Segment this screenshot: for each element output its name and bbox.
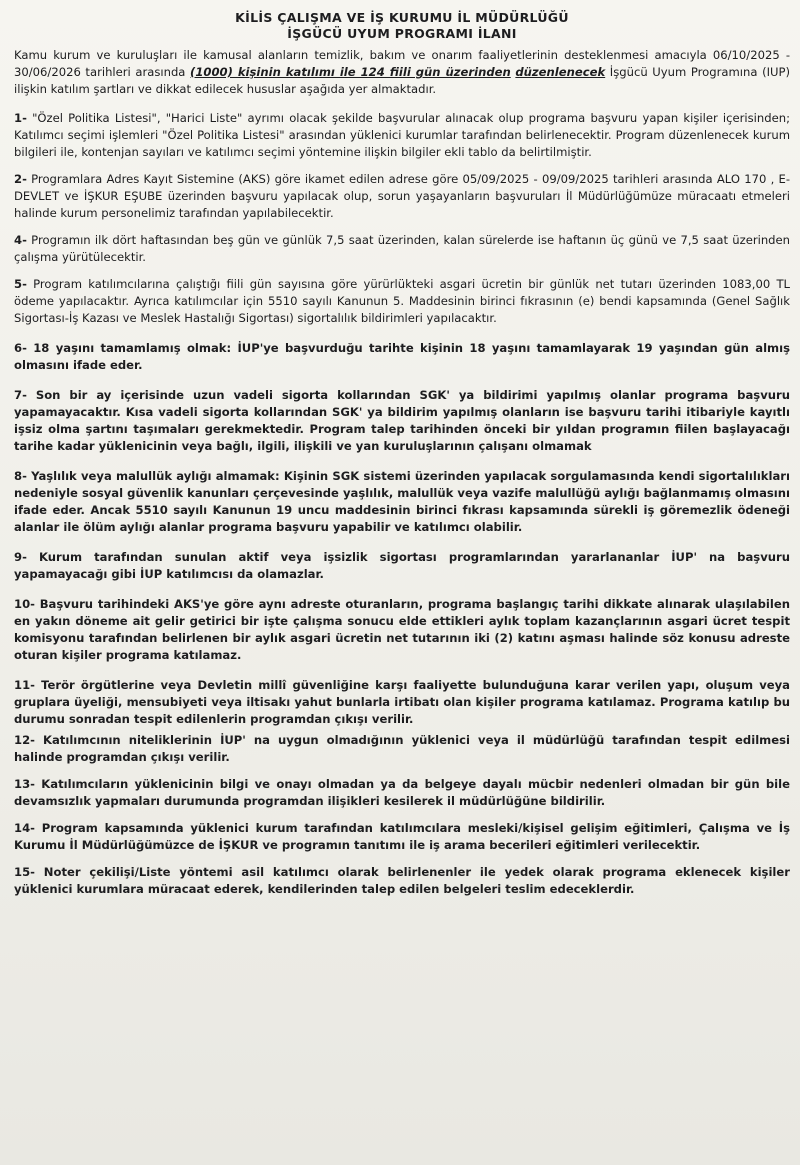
intro-participants-highlight: (1000) kişinin katılımı ile 124 fiili gün üzerinden (190, 65, 511, 79)
item-13-number: 13- (14, 777, 35, 791)
item-10-number: 10- (14, 597, 35, 611)
item-10-text: Başvuru tarihindeki AKS'ye göre aynı adreste oturanların, programa başlangıç tarihi dikkate alınarak ulaşılabilen en yakın döneme ait gelir getirici bir işte çalışma sonucu elde ettikleri aylık toplam kazançlarının asgari ücret tespit komisyonu tarafından belirlenen bir aylık asgari ücretin net tutarının iki (2) katını aşması halinde söz konusu adreste oturan kişiler programa katılamaz. (14, 597, 790, 662)
item-8-text: Yaşlılık veya malullük aylığı almamak: Kişinin SGK sistemi üzerinden yapılacak sorgulamasında kendi sigortalılıkları nedeniyle sosyal güvenlik kanunları çerçevesinde yaşlılık, malullük veya vazife malullüğü aylığı bağlanmamış olmasını ifade eder. Ancak 5510 sayılı Kanunun 19 uncu maddesinin birinci fıkrası kapsamında sürekli iş göremezlik ödeneği alanlar ile ölüm aylığı alanlar programa başvuru yapabilir ve katılımcı olabilir. (14, 469, 790, 534)
intro-text-1: Kamu kurum ve kuruluşları ile kamusal alanların temizlik, bakım ve onarım faaliyetlerinin desteklenmesi amacıyla 06/10/2025 - 30/06/2026 tarihleri arasında (14, 48, 790, 79)
item-9 (14, 549, 790, 583)
item-5-number: 5- (14, 277, 27, 291)
item-12-number: 12- (14, 733, 35, 747)
item-7-text: Son bir ay içerisinde uzun vadeli sigorta kollarından SGK' ya bildirimi yapılmış olanlar programa başvuru yapamayacaktır. Kısa vadeli sigorta kollarından SGK' ya bildirim yapılmış olanların ise başvuru tarihi itibariyle kayıtlı işsiz olma şartını taşımaları gerekmektedir. Program talep tarihinden önceki bir yıldan programın fiilen başlayacağı tarihe kadar yüklenicinin veya bağlı, ilgili, ilişkili ve yan kuruluşlarının çalışanı olmamak (14, 388, 790, 453)
item-14-number: 14- (14, 821, 35, 835)
item-1 (14, 110, 790, 161)
item-5-text: Program katılımcılarına çalıştığı fiili gün sayısına göre yürürlükteki asgari ücretin bir günlük net tutarı üzerinden 1083,00 TL ödeme yapılacaktır. Ayrıca katılımcılar için 5510 sayılı Kanunun 5. Maddesinin birinci fıkrasının (e) bendi kapsamında (Genel Sağlık Sigortası-İş Kazası ve Meslek Hastalığı Sigortası) sigortalılık bildirimleri yapılacaktır. (14, 277, 791, 325)
document-subtitle: İŞGÜCÜ UYUM PROGRAMI İLANI (287, 26, 517, 41)
item-15 (14, 864, 790, 898)
item-6-number: 6- (14, 341, 27, 355)
intro-paragraph (14, 47, 790, 98)
item-12-text: Katılımcının niteliklerinin İUP' na uygun olmadığının yüklenici veya il müdürlüğü tarafından tespit edilmesi halinde programdan çıkışı verilir. (14, 733, 790, 764)
item-13-text: Katılımcıların yüklenicinin bilgi ve onayı olmadan ya da belgeye dayalı mücbir nedenleri olmadan bir gün bile devamsızlık yapmaları durumunda programdan ilişikleri kesilerek il müdürlüğüne bildirilir. (14, 777, 790, 808)
item-6 (14, 340, 790, 374)
item-11-text: Terör örgütlerine veya Devletin millî güvenliğine karşı faaliyette bulunduğuna karar verilen yapı, oluşum veya gruplara üyeliği, mensubiyeti veya iltisakı yahut bunlarla irtibatı olan kişiler programa katılamaz. Programa katılıp bu durumu sonradan tespit edilenlerin programdan çıkışı verilir. (14, 678, 790, 726)
item-8 (14, 468, 790, 536)
item-1-text: "Özel Politika Listesi", "Harici Liste" ayrımı olacak şekilde başvurular alınacak olup programa başvuru yapan kişiler içerisinden; Katılımcı seçimi işlemleri "Özel Politika Listesi" arasından yüklenici kurumlar tarafından belirlenecektir. Program düzenlenecek kurum bilgileri ile, kontenjan sayıları ve katılımcı seçimi yöntemine ilişkin bilgiler ekli tablo da belirtilmiştir. (14, 111, 790, 159)
item-13 (14, 776, 790, 810)
item-11-number: 11- (14, 678, 35, 692)
item-15-number: 15- (14, 865, 35, 879)
item-10 (14, 596, 790, 664)
item-4-number: 4- (14, 233, 27, 247)
item-6-text: 18 yaşını tamamlamış olmak: İUP'ye başvurduğu tarihte kişinin 18 yaşını tamamlayarak 19 yaşından gün almış olmasını ifade eder. (14, 341, 790, 372)
item-7-number: 7- (14, 388, 27, 402)
item-9-number: 9- (14, 550, 27, 564)
item-2 (14, 171, 790, 222)
item-14-text: Program kapsamında yüklenici kurum tarafından katılımcılara mesleki/kişisel gelişim eğitimleri, Çalışma ve İş Kurumu İl Müdürlüğümüzce de İŞKUR ve programın tanıtımı ile iş arama becerileri eğitimleri verilecektir. (14, 821, 790, 852)
item-4-text: Programın ilk dört haftasından beş gün ve günlük 7,5 saat üzerinden, kalan sürelerde ise haftanın üç günü ve 7,5 saat üzerinden çalışma yürütülecektir. (14, 233, 791, 264)
intro-text-2: İşgücü Uyum Programına (IUP) ilişkin katılım şartları ve dikkat edilecek hususlar aşağıda yer almaktadır. (14, 65, 791, 96)
item-12 (14, 732, 790, 766)
item-7 (14, 387, 790, 455)
item-1-number: 1- (14, 111, 27, 125)
item-15-text: Noter çekilişi/Liste yöntemi asil katılımcı olarak belirlenenler ile yedek olarak programa eklenecek kişiler yüklenici kurumlara müracaat ederek, kendilerinden talep edilen belgeleri teslim edeceklerdir. (14, 865, 790, 896)
item-4 (14, 232, 790, 266)
item-9-text: Kurum tarafından sunulan aktif veya işsizlik sigortası programlarından yararlananlar İUP' na başvuru yapamayacağı gibi İUP katılımcısı da olamazlar. (14, 550, 790, 581)
item-11 (14, 677, 790, 728)
item-8-number: 8- (14, 469, 27, 483)
item-14 (14, 820, 790, 854)
item-5 (14, 276, 790, 327)
item-2-number: 2- (14, 172, 27, 186)
item-2-text: Programlara Adres Kayıt Sistemine (AKS) göre ikamet edilen adrese göre 05/09/2025 - 09/09/2025 tarihleri arasında ALO 170 , E-DEVLET ve İŞKUR EŞUBE üzerinden başvuru yapılacak olup, sorun yaşayanların başvuruları İl Müdürlüğümüze müracaatı etmeleri halinde kurum personelimiz tarafından yapılabilecektir. (14, 172, 791, 220)
intro-organized-highlight: düzenlenecek (515, 65, 606, 79)
document-title: KİLİS ÇALIŞMA VE İŞ KURUMU İL MÜDÜRLÜĞÜ (235, 10, 569, 25)
